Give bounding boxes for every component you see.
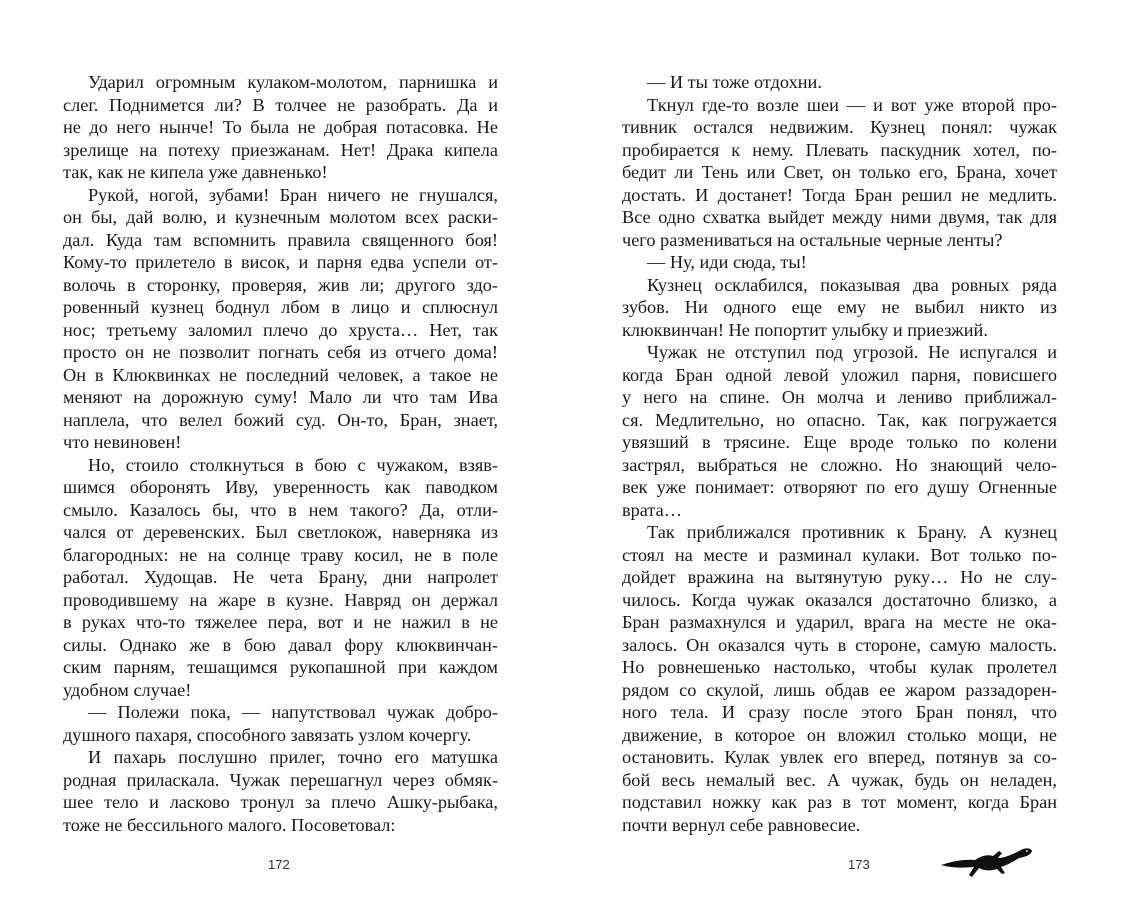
text-line: Рукой, ногой, зубами! Бран ничего не гнушался, <box>88 184 498 205</box>
text-line: чилось. Когда чужак оказался достаточно близко, а <box>622 589 1057 610</box>
text-line: — И ты тоже отдохни. <box>647 72 822 92</box>
text-line: Но, стоило столкнуться в бою с чужаком, взяв- <box>88 454 498 475</box>
text-line: в руках что-то тяжелее пера, вот и не нажил в не <box>63 612 498 632</box>
text-line: работал. Худощав. Не чета Брану, дни напролет <box>63 567 498 587</box>
text-line: Но ровнешенько настолько, чтобы кулак пролетел <box>622 657 1057 677</box>
text-line: рядом со скулой, лишь обдав ее жаром раззадорен- <box>622 679 1057 700</box>
text-line: Кузнец осклабился, показывая два ровных ряда <box>647 274 1057 295</box>
text-line: век уже понимает: отворяют по его душу Огненные <box>622 477 1057 497</box>
text-line: Бран размахнулся и ударил, врага на месте не ока- <box>622 612 1057 632</box>
left-page-number: 172 <box>268 857 290 872</box>
text-line: подставил ножку как раз в тот момент, когда Бран <box>622 792 1057 812</box>
text-line: нос; третьему заломил плечо до хруста… Нет, так <box>63 319 498 340</box>
text-line: — Ну, иди сюда, ты! <box>647 252 807 272</box>
text-line: так, как не кипела уже давненько! <box>63 162 328 182</box>
text-line: силы. Однако же в бою давал фору клюквинчан- <box>63 634 498 655</box>
text-line: меняют на дорожную суму! Мало ли что там Ива <box>63 387 498 407</box>
text-line: дал. Куда там вспомнить правила священного боя! <box>63 229 498 250</box>
text-line: наплела, что велел божий суд. Он-то, Бран, знает, <box>63 409 498 430</box>
text-line: у него на спине. Он молча и лениво приближал- <box>622 387 1057 407</box>
text-line: что невиновен! <box>63 432 182 452</box>
lizard-icon <box>939 840 1034 885</box>
text-line: бедит ли Тень или Свет, он только его, Брана, хочет <box>622 162 1057 182</box>
text-line: увязший в трясине. Еще вроде только по колени <box>622 432 1057 452</box>
text-line: зубов. Ни одного еще ему не выбил никто из <box>622 297 1057 317</box>
text-line: остановить. Кулак увлек его вперед, потянув за со- <box>622 747 1057 767</box>
text-line: достать. И достанет! Тогда Бран решил не медлить. <box>622 184 1057 205</box>
left-page-text <box>63 71 498 836</box>
text-line: Кому-то прилетело в висок, и парня едва успели от- <box>63 252 498 272</box>
text-line: врата… <box>622 499 683 520</box>
text-line: ся. Медлительно, но опасно. Так, как погружается <box>622 409 1057 430</box>
text-line: благородных: не на солнце траву косил, не в поле <box>63 544 498 565</box>
text-line: душного пахаря, способного завязать узлом кочергу. <box>63 724 472 745</box>
text-line: чался от деревенских. Был светлокож, наверняка из <box>63 522 498 542</box>
text-line: проводившему на жаре в кузне. Навряд он держал <box>63 589 498 610</box>
text-line: зрелище на потеху приезжанам. Нет! Драка кипела <box>63 139 498 160</box>
text-line: бой весь немалый вес. А чужак, будь он неладен, <box>622 769 1057 790</box>
text-line: залось. Он оказался чуть в стороне, самую малость. <box>622 634 1057 655</box>
text-line: шее тело и ласково тронул за плечо Ашку-рыбака, <box>63 792 498 812</box>
text-line: чего размениваться на остальные черные ленты? <box>622 229 1003 250</box>
text-line: Он в Клюквинках не последний человек, а такое не <box>63 364 498 385</box>
text-line: Так приближался противник к Брану. А кузнец <box>647 522 1057 542</box>
text-line: родная приласкала. Чужак перешагнул через обмяк- <box>63 769 498 790</box>
text-line: движение, в которое он вложил столько мощи, не <box>622 724 1057 745</box>
text-line: Чужак не отступил под угрозой. Не испугался и <box>647 342 1057 362</box>
text-line: пробирается к нему. Плевать паскудник хотел, по- <box>622 139 1057 160</box>
text-line: — Полежи пока, — напутствовал чужак добро- <box>88 702 498 722</box>
text-line: тивник остался недвижим. Кузнец понял: чужак <box>622 117 1057 137</box>
text-line: слег. Поднимется ли? В толчее не разобрать. Да и <box>63 94 498 115</box>
text-line: Все одно схватка выйдет между ними двумя, так для <box>622 207 1057 227</box>
text-line: просто он не позволит погнать себя из отчего дома! <box>63 342 498 362</box>
right-page-text <box>622 71 1057 836</box>
text-line: когда Бран одной левой уложил парня, повисшего <box>622 364 1057 385</box>
right-page-number: 173 <box>848 857 870 872</box>
text-line: не до него нынче! То была не добрая потасовка. Не <box>63 117 498 137</box>
text-line: волочь в сторонку, проверяя, жив ли; другого здо- <box>63 274 498 295</box>
text-line: Ударил огромным кулаком-молотом, парнишка и <box>88 72 498 92</box>
text-line: ровенный кузнец боднул лбом в лицо и сплюснул <box>63 297 498 317</box>
text-line: ским парням, тешащимся рукопашной при каждом <box>63 657 498 677</box>
text-line: стоял на месте и разминал кулаки. Вот только по- <box>622 544 1057 565</box>
text-line: он бы, дай волю, и кузнечным молотом всех раски- <box>63 207 498 227</box>
text-line: смыло. Казалось бы, что в нем такого? Да, отли- <box>63 499 498 520</box>
right-page <box>571 0 1142 915</box>
text-line: И пахарь послушно прилег, точно его матушка <box>88 747 498 767</box>
text-line: клюквинчан! Не попортит улыбку и приезжий. <box>622 319 988 340</box>
text-line: почти вернул себе равновесие. <box>622 814 861 835</box>
text-line: застрял, выбраться не сложно. Но знающий чело- <box>622 454 1057 475</box>
text-line: ного тела. И сразу после этого Бран понял, что <box>622 702 1057 722</box>
text-line: тоже не бессильного малого. Посоветовал: <box>63 814 396 835</box>
text-line: удобном случае! <box>63 679 192 700</box>
text-line: Ткнул где-то возле шеи — и вот уже второй про- <box>647 94 1057 115</box>
text-line: дойдет вражина на вытянутую руку… Но не слу- <box>622 567 1057 587</box>
text-line: шимся оборонять Иву, уверенность как паводком <box>63 477 498 497</box>
